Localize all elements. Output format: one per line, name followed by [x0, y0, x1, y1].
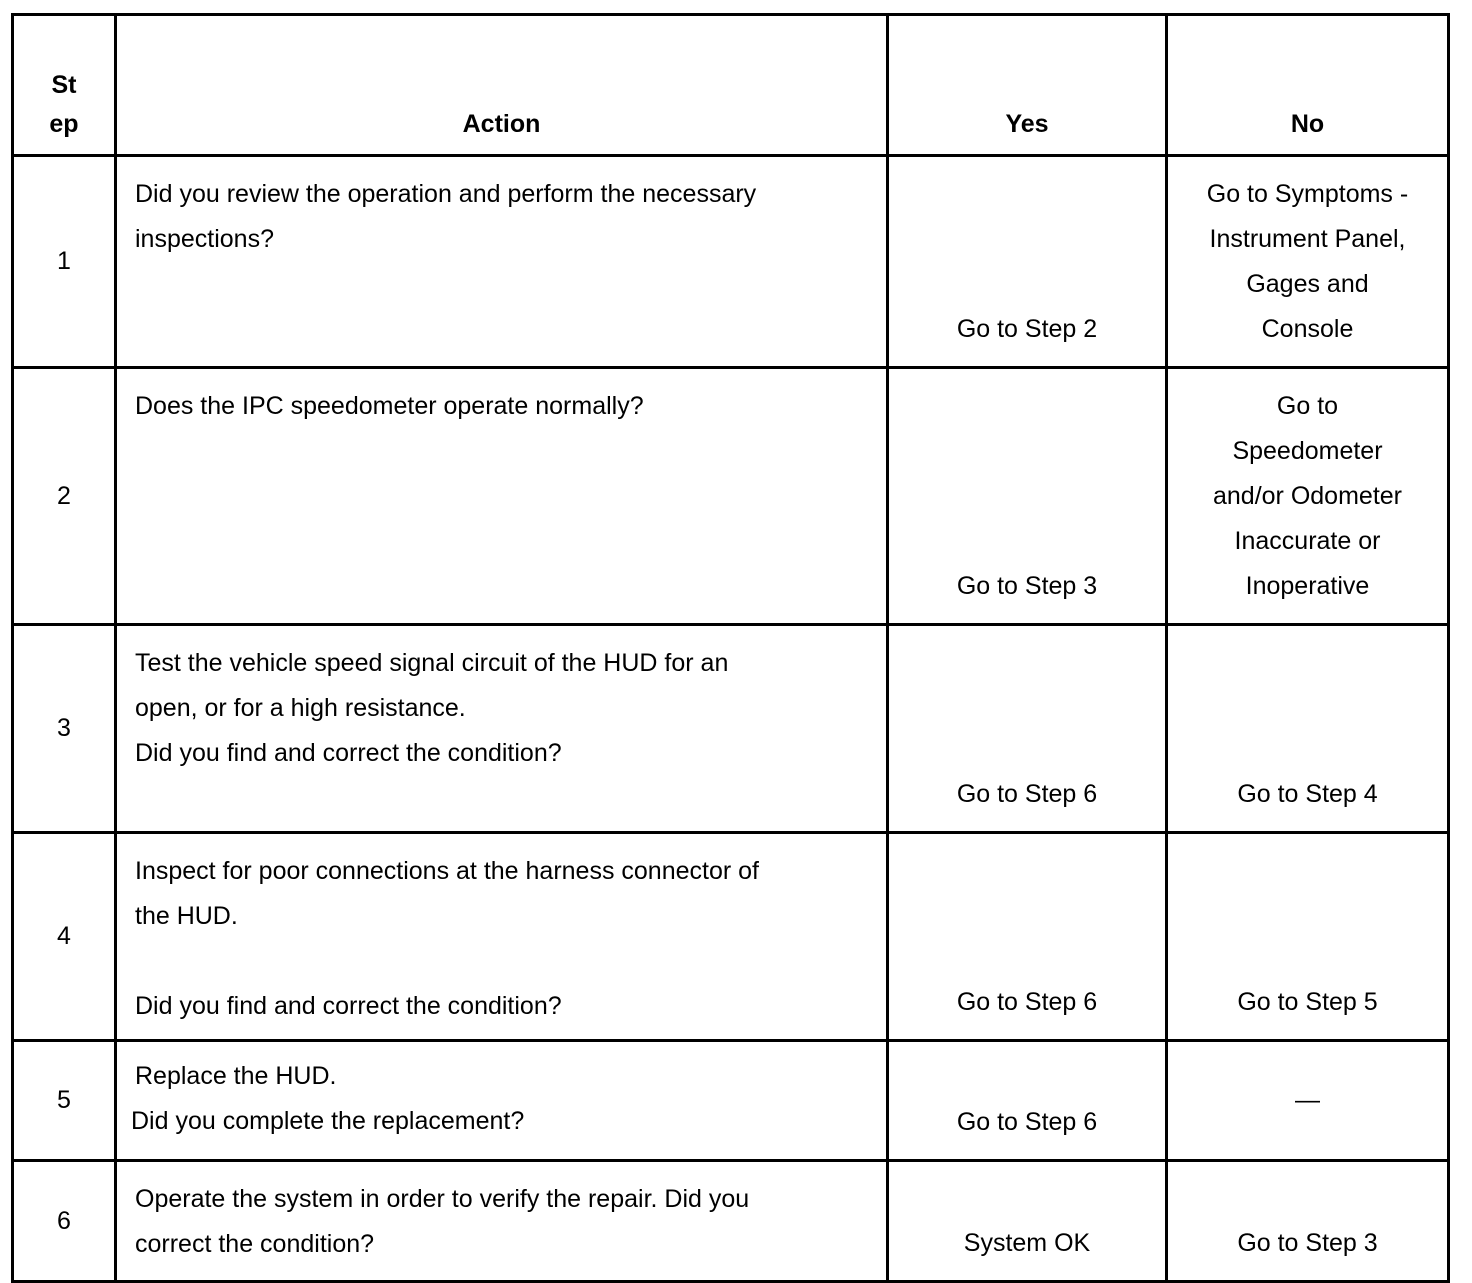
action-line: Does the IPC speedometer operate normally?: [135, 392, 644, 420]
no-line: Console: [1261, 315, 1354, 343]
header-no: No: [1167, 15, 1449, 156]
step-number: 3: [13, 625, 116, 833]
no-result: [1167, 368, 1449, 625]
no-result: [1167, 1041, 1449, 1161]
yes-result: Go to Step 2: [888, 156, 1167, 368]
yes-result: Go to Step 6: [888, 1041, 1167, 1161]
table-row: [13, 156, 1449, 368]
action-text: [116, 833, 888, 1041]
step-number: 2: [13, 368, 116, 625]
action-line: Did you find and correct the condition?: [135, 992, 562, 1020]
step-number: 4: [13, 833, 116, 1041]
no-result: [1167, 1161, 1449, 1282]
action-text: [116, 368, 888, 625]
table-row: [13, 368, 1449, 625]
diagnostic-table: [11, 13, 1450, 1283]
header-yes: Yes: [888, 15, 1167, 156]
step-number: 6: [13, 1161, 116, 1282]
no-line: —: [1295, 1086, 1320, 1114]
table-row: [13, 1041, 1449, 1161]
no-line: and/or Odometer: [1213, 482, 1402, 510]
action-line: Replace the HUD.: [135, 1062, 337, 1090]
no-line: Gages and: [1246, 270, 1369, 298]
no-result: [1167, 833, 1449, 1041]
action-line: Did you review the operation and perform the necessary: [135, 180, 757, 208]
no-line: Go to: [1276, 392, 1339, 420]
action-line: Test the vehicle speed signal circuit of the HUD for an: [135, 649, 729, 677]
yes-result: Go to Step 6: [888, 833, 1167, 1041]
table-row: [13, 625, 1449, 833]
action-line: correct the condition?: [135, 1230, 375, 1258]
yes-result: System OK: [888, 1161, 1167, 1282]
action-text: [116, 1161, 888, 1282]
header-step-line2: ep: [49, 110, 79, 138]
no-line: Go to Step 3: [1237, 1229, 1378, 1257]
no-result: [1167, 156, 1449, 368]
action-text: [116, 625, 888, 833]
no-line: Inaccurate or: [1234, 527, 1381, 555]
action-line: open, or for a high resistance.: [135, 694, 466, 722]
no-line: Inoperative: [1245, 572, 1370, 600]
action-line: inspections?: [135, 225, 274, 253]
action-line: Did you find and correct the condition?: [135, 739, 562, 767]
header-action: Action: [116, 15, 888, 156]
table-row: [13, 833, 1449, 1041]
action-line: Operate the system in order to verify the repair. Did you: [135, 1185, 750, 1213]
action-line: Did you complete the replacement?: [131, 1107, 525, 1135]
header-step: [13, 15, 116, 156]
no-result: [1167, 625, 1449, 833]
no-line: Speedometer: [1232, 437, 1383, 465]
yes-result: Go to Step 3: [888, 368, 1167, 625]
action-line: the HUD.: [135, 902, 238, 930]
header-row: [13, 15, 1449, 156]
step-number: 5: [13, 1041, 116, 1161]
no-line: Go to Step 5: [1237, 988, 1378, 1016]
header-step-line1: St: [51, 71, 77, 99]
yes-result: Go to Step 6: [888, 625, 1167, 833]
action-spacer: [135, 939, 868, 984]
action-line: Inspect for poor connections at the harness connector of: [135, 857, 759, 885]
action-text: [116, 1041, 888, 1161]
table-row: [13, 1161, 1449, 1282]
no-line: Instrument Panel,: [1209, 225, 1406, 253]
action-text: [116, 156, 888, 368]
no-line: Go to Symptoms -: [1206, 180, 1409, 208]
step-number: 1: [13, 156, 116, 368]
no-line: Go to Step 4: [1237, 780, 1378, 808]
